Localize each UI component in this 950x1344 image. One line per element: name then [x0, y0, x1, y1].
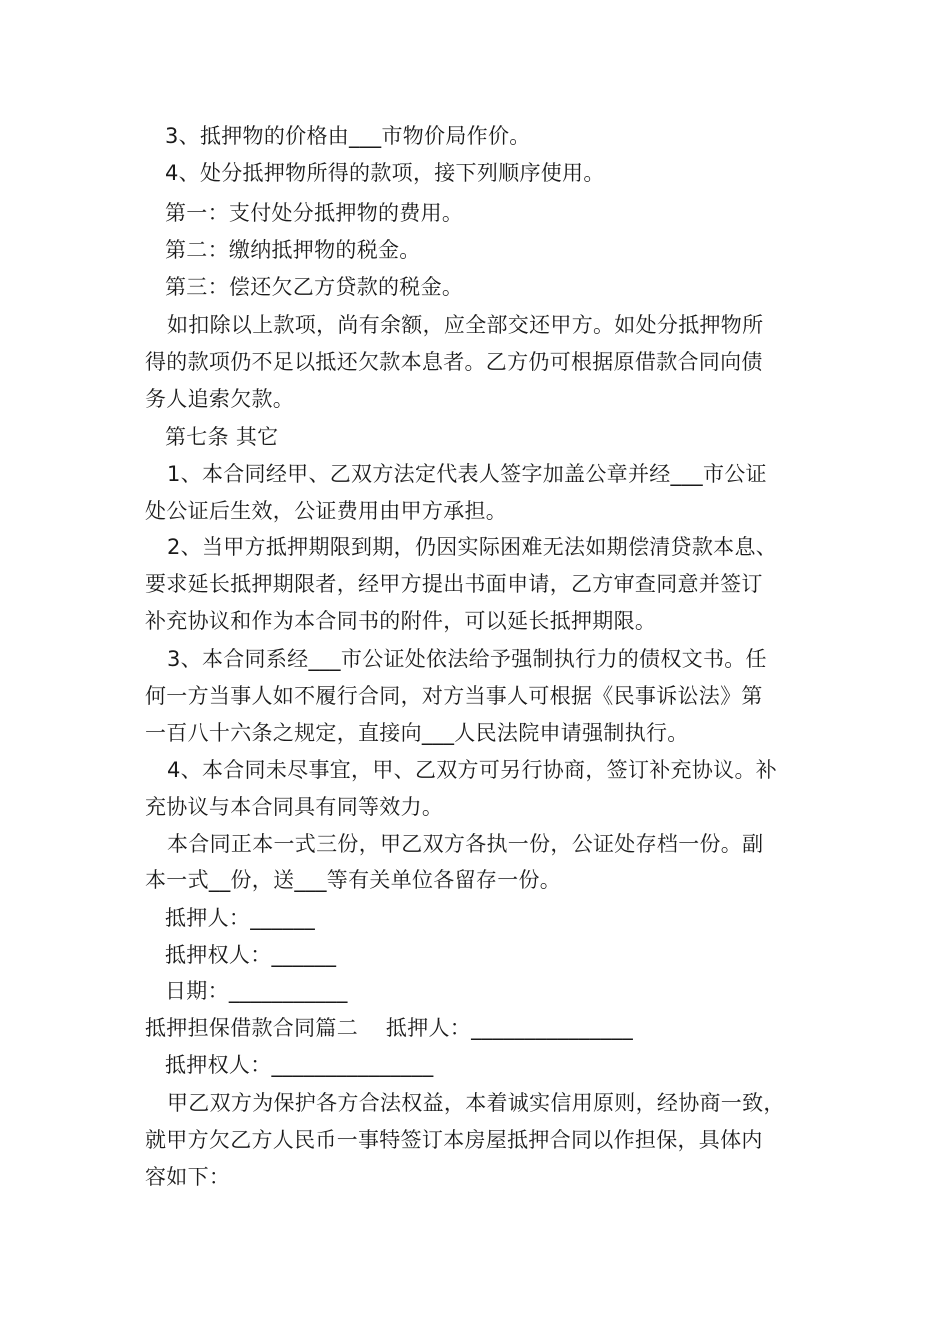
copies-paragraph-line-1: 本合同正本一式三份，甲乙双方各执一份，公证处存档一份。副: [167, 832, 764, 856]
contract-2-mortgagee: 抵押权人：_______________: [165, 1053, 434, 1077]
contract-2-intro-line-3: 容如下：: [145, 1165, 231, 1189]
signature-mortgagee: 抵押权人：______: [165, 943, 337, 967]
clause-4-proceeds: 4、处分抵押物所得的款项，接下列顺序使用。: [165, 161, 605, 185]
contract-2-title: 抵押担保借款合同篇二 抵押人：_______________: [145, 1016, 634, 1040]
contract-2-intro-line-2: 就甲方欠乙方人民币一事特签订本房屋抵押合同以作担保，具体内: [145, 1128, 763, 1152]
other-clause-2-line-2: 要求延长抵押期限者，经甲方提出书面申请，乙方审查同意并签订: [145, 572, 763, 596]
other-clause-2-line-3: 补充协议和作为本合同书的附件，可以延长抵押期限。: [145, 609, 657, 633]
order-second: 第二：缴纳抵押物的税金。: [165, 238, 421, 262]
order-first: 第一：支付处分抵押物的费用。: [165, 201, 464, 225]
remainder-paragraph-line-2: 得的款项仍不足以抵还欠款本息者。乙方仍可根据原借款合同向债: [145, 350, 763, 374]
other-clause-3-line-2: 何一方当事人如不履行合同，对方当事人可根据《民事诉讼法》第: [145, 684, 763, 708]
clause-3-price: 3、抵押物的价格由___市物价局作价。: [165, 124, 531, 148]
article-7-heading: 第七条 其它: [165, 425, 279, 449]
order-third: 第三：偿还欠乙方贷款的税金。: [165, 275, 464, 299]
other-clause-3-line-1: 3、本合同系经___市公证处依法给予强制执行力的债权文书。任: [167, 647, 767, 671]
remainder-paragraph-line-3: 务人追索欠款。: [145, 387, 295, 411]
signature-date: 日期：___________: [165, 979, 348, 1003]
contract-2-intro-line-1: 甲乙双方为保护各方合法权益，本着诚实信用原则，经协商一致，: [167, 1091, 785, 1115]
copies-paragraph-line-2: 本一式__份，送___等有关单位各留存一份。: [145, 868, 562, 892]
other-clause-1-line-2: 处公证后生效，公证费用由甲方承担。: [145, 499, 508, 523]
other-clause-4-line-1: 4、本合同未尽事宜，甲、乙双方可另行协商，签订补充协议。补: [167, 758, 778, 782]
remainder-paragraph-line-1: 如扣除以上款项，尚有余额，应全部交还甲方。如处分抵押物所: [167, 313, 764, 337]
other-clause-1-line-1: 1、本合同经甲、乙双方法定代表人签字加盖公章并经___市公证: [167, 462, 767, 486]
other-clause-3-line-3: 一百八十六条之规定，直接向___人民法院申请强制执行。: [145, 721, 689, 745]
other-clause-4-line-2: 充协议与本合同具有同等效力。: [145, 795, 444, 819]
other-clause-2-line-1: 2、当甲方抵押期限到期，仍因实际困难无法如期偿清贷款本息、: [167, 535, 778, 559]
signature-mortgagor: 抵押人：______: [165, 906, 315, 930]
